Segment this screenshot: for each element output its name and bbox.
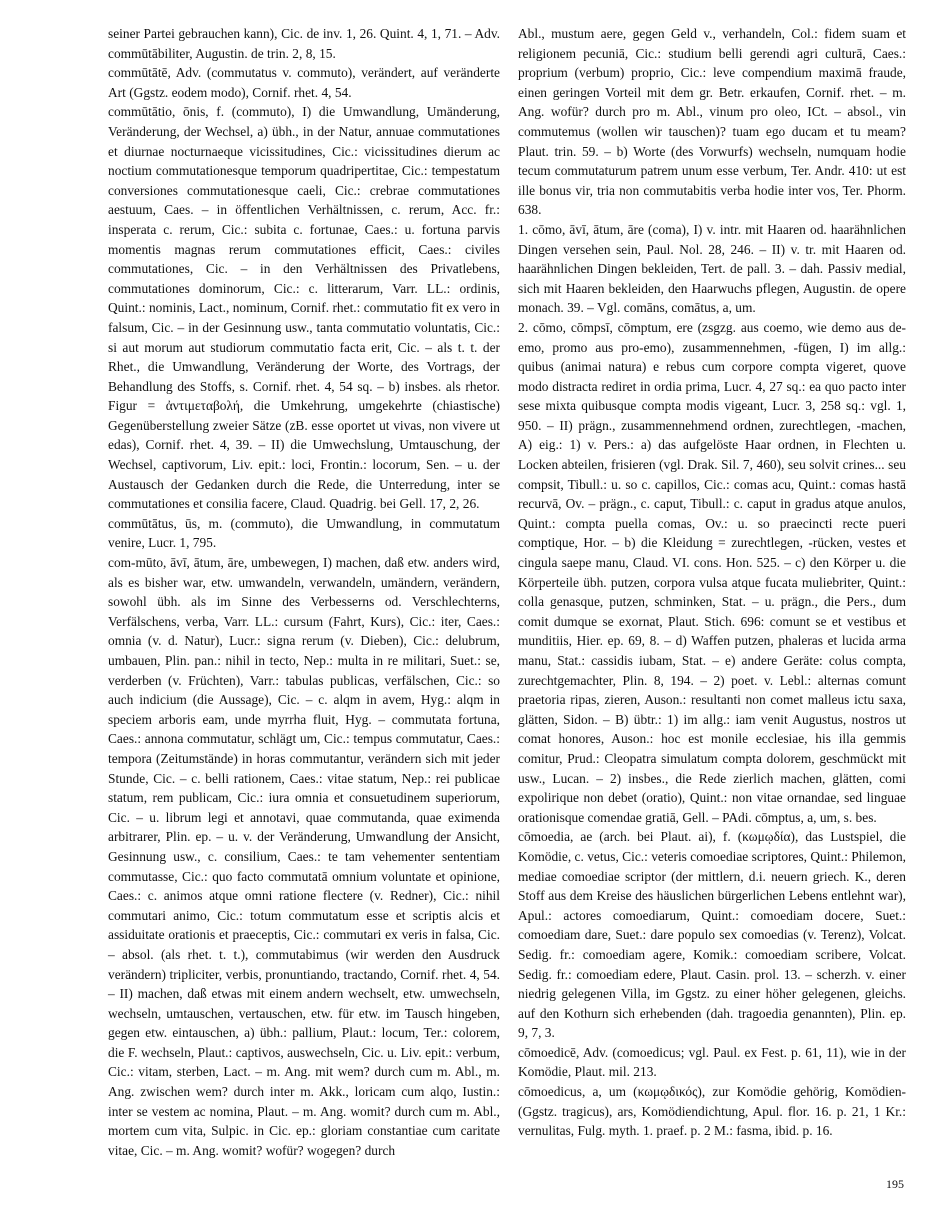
dictionary-entry: 1. cōmo, āvī, ātum, āre (coma), I) v. intr. mit Haaren od. haarähnlichen Dingen versehen sein, Paul. Nol. 28, 246. – II) v. tr. mit Haaren od. haarähnlichen Dingen bekleiden, Tert. de pall. 3. – dah. Passiv medial, sich mit Haaren bekleiden, den Haarwuchs pflegen, Augustin. de opere monach. 39. – Vgl. comāns, comātus, a, um. (518, 221, 906, 316)
dictionary-entry: commūtātus, ūs, m. (commuto), die Umwandlung, in commutatum venire, Lucr. 1, 795. (108, 515, 500, 551)
right-column (518, 24, 906, 1141)
left-column (108, 24, 500, 1160)
dictionary-entry: com-mūto, āvī, ātum, āre, umbewegen, I) machen, daß etw. anders wird, als es bisher war, etw. umwandeln, verwandeln, umändern, verändern, sowohl übh. als im Sinne des Verbesserns od. Verschlechterns, Verfälschens, verba, Varr. LL.: cursum (Fahrt, Kurs), Cic.: iter, Caes.: omnia (v. d. Natur), Lucr.: signa rerum (v. Dieben), Cic.: delubrum, umbauen, Plin. pan.: nihil in tecto, Nep.: multa in re militari, Suet.: se, verderben (v. Früchten), Varr.: tabulas publicas, verfälschen, Cic.: so auch indicium (die Aussage), Cic. – c. alqm in avem, Hyg.: alqm in speciem arboris eam, unde myrrha fluit, Hyg. – commutata fortuna, Caes.: annona commutatur, schlägt um, Cic.: tempus commutatur, Caes.: tempora (Zeitumstände) in horas commutantur, verändern sich mit jeder Stunde, Cic. – c. belli rationem, Caes.: vitae statum, Nep.: rei publicae statum, rem publicam, Cic.: iura omnia et consuetudinem superiorum, Cic. – u. librum legi et annotavi, quae commutanda, quae eximenda arbitrarer, Plin. ep. – u. v. der Veränderung, Umwandlung der Ansicht, Gesinnung usw., c. consilium, Caes.: te tam vehementer sententiam commutasse, Cic.: quo facto commutatā omnium voluntate et opinione, Caes.: c. animos atque omni ratione flectere (v. Redner), Cic.: nihil commutari animo, Cic.: totum commutatum esse et scriptis alcis et assiduitate orationis et praeceptis, Cic.: commutari ex veris in falsa, Cic. – absol. (als rhet. t. t.), commutabimus (wir werden den Ausdruck verändern) tripliciter, verbis, pronuntiando, tractando, Cornif. rhet. 4, 54. – II) machen, daß etwas mit einem andern wechselt, etw. umwechseln, wechseln, umtauschen, vertauschen, etw. für etw. im Tausch hingeben, gegen etw. eintauschen, a) übh.: pallium, Plaut.: locum, Ter.: colorem, die F. wechseln, Plaut.: captivos, auswechseln, Cic. u. Liv. epit.: verbum, Cic.: vitam, sterben, Lact. – m. Ang. mit wem? durch cum m. Abl., m. Ang. zwischen wem? durch inter m. Akk., loricam cum alqo, Iustin.: inter se vestem ac nomina, Plaut. – m. Ang. womit? durch cum m. Abl., mortem cum vita, Sulpic. in Cic. ep.: gloriam constantiae cum caritate vitae, Cic. – m. Ang. womit? wofür? wogegen? durch (108, 555, 500, 1158)
dictionary-entry: cōmoedia, ae (arch. bei Plaut. ai), f. (κωμῳδία), das Lustspiel, die Komödie, c. vetus, Cic.: veteris comoediae scriptores, Quint.: Philemon, mediae comoediae scriptor (der mittlern, d.i. neuern griech. K., deren Stoff aus dem Kreise des häuslichen bürgerlichen Lebens entlehnt war), Apul.: actores comoediarum, Quint.: comoediam docere, Suet.: comoediam dare, Suet.: dare populo sex comoedias (v. Terenz), Volcat. Sedig. fr.: comoediam agere, Komik.: comoediam scribere, Volcat. Sedig. fr.: comoediam edere, Plaut. Casin. prol. 13. – scherzh. v. einer niedrig gelegenen Villa, im Ggstz. zu einer höher gelegenen, gleichs. auf den Kothurn sich erhebenden (dah. tragoedia genannten), Plin. ep. 9, 7, 3. (518, 829, 906, 1041)
dictionary-entry: commūtātē, Adv. (commutatus v. commuto), verändert, auf veränderte Art (Ggstz. eodem modo), Cornif. rhet. 4, 54. (108, 65, 500, 100)
dictionary-entry: commūtātio, ōnis, f. (commuto), I) die Umwandlung, Umänderung, Veränderung, der Wechsel, a) übh., in der Natur, annuae commutationes et diurnae nocturnaeque vicissitudines, Cic.: vicissitudines dierum ac noctium commutationesque temporum quadripertitae, Cic.: tempestatum conversiones commutationesque caeli, Cic.: crebrae commutationes aestuum, Caes. – in öffentlichen Verhältnissen, c. rerum, Acc. fr.: insperata c. rerum, Cic.: subita c. fortunae, Caes.: u. fortuna parvis momentis magnas rerum commutationes efficit, Caes.: civiles commutationes, Cic. – in den Verhältnissen des Privatlebens, commutationes dominorum, Cic.: c. litterarum, Varr. LL.: ordinis, Quint.: nominis, Lact., nominum, Cornif. rhet.: commutatio fit ex vero in falsum, Cic. – in der Gesinnung usw., tanta commutatio voluntatis, Cic.: si aut morum aut studiorum commutatio facta erit, Cic. – als t. t. der Rhet., die Umwandlung, Veränderung der Worte, des Vortrags, der Behandlung des Stoffs, s. Cornif. rhet. 4, 54 sq. – b) insbes. als rhetor. Figur = ἀντιμεταβολή, die Umkehrung, umgekehrte (chiastische) Gegenüberstellung zweier Sätze (zB. esse oportet ut vivas, non vivere ut edas), Cornif. rhet. 4, 39. – II) die Umwechslung, Umtauschung, der Wechsel, captivorum, Liv. epit.: loci, Frontin.: locorum, Sen. – u. der Austausch der Gedanken durch die Rede, die Unterredung, inter se commutationes et consilia facere, Claud. Quadrig. bei Gell. 17, 2, 26. (108, 104, 500, 512)
dictionary-entry: cōmoedicē, Adv. (comoedicus; vgl. Paul. ex Fest. p. 61, 11), wie in der Komödie, Plaut. mil. 213. (518, 1044, 906, 1080)
dictionary-entry: seiner Partei gebrauchen kann), Cic. de inv. 1, 26. Quint. 4, 1, 71. – Adv. commūtābiliter, Augustin. de trin. 2, 8, 15. (108, 26, 500, 61)
page-number: 195 (886, 1177, 904, 1191)
dictionary-entry: 2. cōmo, cōmpsī, cōmptum, ere (zsgzg. aus coemo, wie demo aus de-emo, promo aus pro-emo), zusammennehmen, -fügen, I) im allg.: quibus (animai natura) e rebus cum corpore compta vigeret, quove modo distracta rediret in ordia prima, Lucr. 4, 27 sq.: ea quo pacto inter sese mixta quibusque compta modis vigeant, Lucr. 3, 258 sq.: vgl. 1, 950. – II) prägn., zusammennehmend ordnen, zurechtlegen, -machen, A) eig.: 1) v. Pers.: a) das aufgelöste Haar ordnen, in Flechten u. Locken abteilen, frisieren (vgl. Drak. Sil. 7, 460), seu solvit crines... seu compsit, Tibull.: u. so c. capillos, Cic.: comas acu, Quint.: comas hastā recurvā, Ov. – prägn., c. caput, Tibull.: c. caput in gradus atque anulos, Quint.: compta puella comas, Ov.: u. so praecincti recte pueri comptique, Hor. – b) die Kleidung = zurechtlegen, -rücken, vestes et cingula saepe manu, Claud. VI. cons. Hon. 525. – c) den Körper u. die Körperteile übh. putzen, corpora vulsa atque fucata muliebriter, Quint.: colla genasque, putzen, schminken, Stat. – u. prägn., die Pers., dum comit dumque se exornat, Plaut. Stich. 696: comunt se et vestibus et munditiis, Hier. ep. 69, 8. – d) Waffen putzen, phaleras et lucida arma manu, Stat.: cassidis iubam, Stat. – e) andere Geräte: colus compta, zurechtgemachter, Plin. 8, 194. – 2) poet. v. Lebl.: alternas comunt praetoria ripas, zieren, Auson.: resultanti non comet malleus ictu saxa, glätten, Sidon. – B) übtr.: 1) im allg.: iam venit Augustus, nostros ut comat honores, Auson.: hoc est monile ecclesiae, his illa gemmis comitur, Prud.: Cleopatra simulatum compta dolorem, geschmückt mit usw., Lucan. – 2) insbes., die Rede zierlich machen, glätten, comi expolirique non debet (oratio), Quint.: non vitae ornandae, sed linguae orationisque comendae gratiā, Gell. – PAdi. cōmptus, a, um, s. bes. (518, 319, 906, 825)
dictionary-entry: cōmoedicus, a, um (κωμῳδικός), zur Komödie gehörig, Komödien- (Ggstz. tragicus), ars, Komödiendichtung, Apul. flor. 16. p. 21, 1 Kr.: vernulitas, Fulg. myth. 1. praef. p. 2 M.: fasma, ibid. p. 16. (518, 1084, 906, 1139)
dictionary-entry: Abl., mustum aere, gegen Geld v., verhandeln, Col.: fidem suam et religionem pecuniā, Cic.: studium belli gerendi agri culturā, Caes.: proprium (verbum) proprio, Cic.: leve compendium maximā fraude, einen geringen Vorteil mit dem gr. Betr. erkaufen, Cornif. rhet. – m. Ang. wofür? durch pro m. Abl., vinum pro oleo, ICt. – absol., vin commutemus (wollen wir tauschen)? tuam ego ducam et tu meam? Plaut. trin. 59. – b) Worte (des Vorwurfs) wechseln, numquam hodie tecum commutaturum patrem unum esse verbum, Ter. Andr. 410: ut est ille bonus vir, tria non commutabitis verba hodie inter vos, Ter. Phorm. 638. (518, 26, 906, 218)
